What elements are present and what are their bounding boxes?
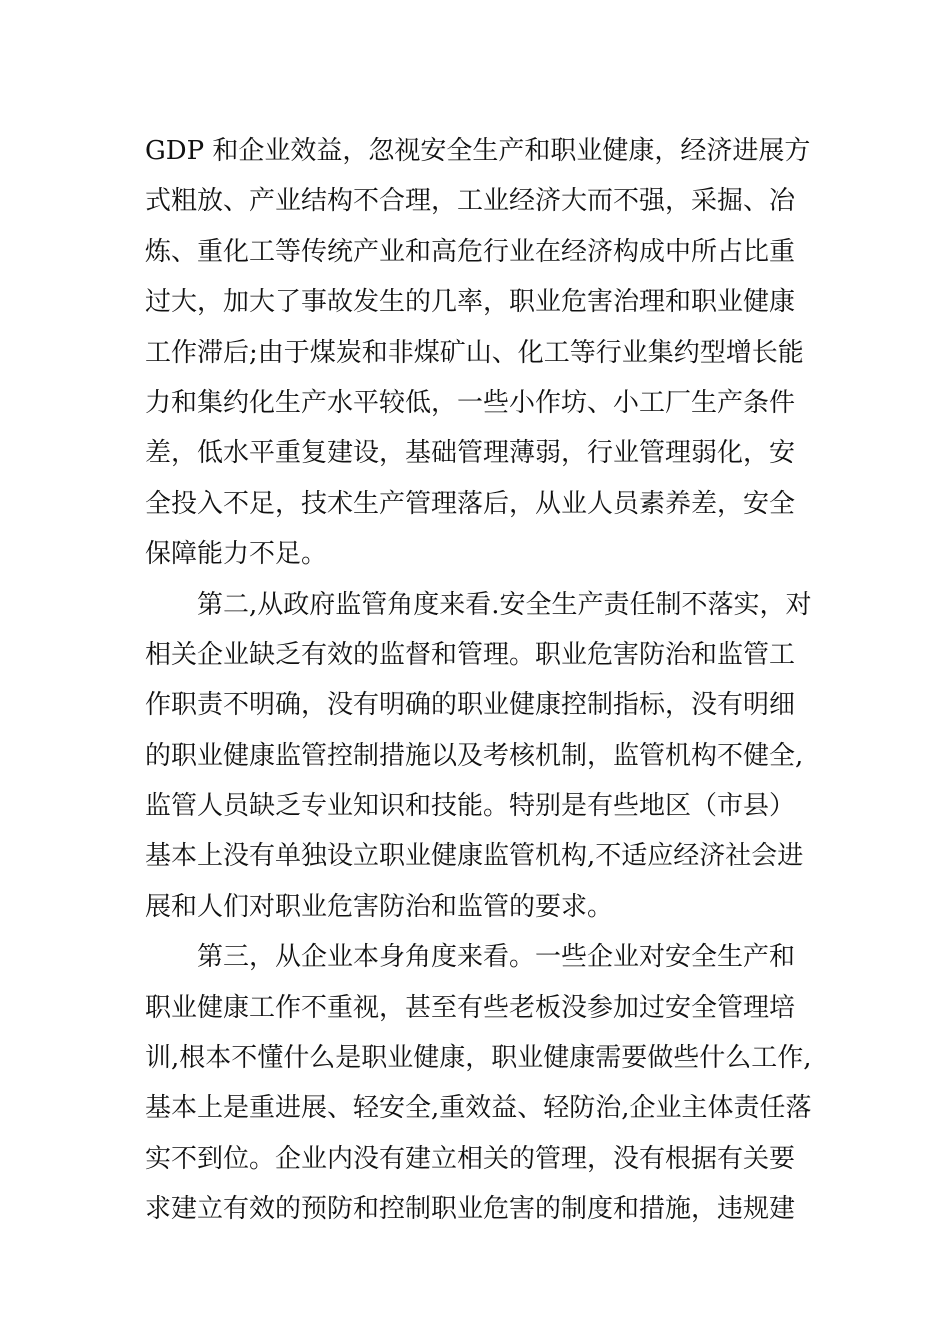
text-line: 过大，加大了事故发生的几率，职业危害治理和职业健康 (145, 287, 796, 318)
text-line: 基本上是重进展、轻安全,重效益、轻防治,企业主体责任落 (145, 1093, 812, 1124)
text-line: 式粗放、产业结构不合理，工业经济大而不强，采掘、冶 (145, 186, 796, 217)
text-line: 炼、重化工等传统产业和高危行业在经济构成中所占比重 (145, 236, 796, 267)
text-line: 作职责不明确，没有明确的职业健康控制指标，没有明细 (145, 690, 796, 721)
text-line: 的职业健康监管控制措施以及考核机制，监管机构不健全, (145, 740, 804, 771)
paragraph-1 (145, 126, 811, 580)
text-line: 差，低水平重复建设，基础管理薄弱，行业管理弱化，安 (145, 438, 796, 469)
text-line: 保障能力不足。 (145, 539, 328, 570)
text-line: 求建立有效的预防和控制职业危害的制度和措施，违规建 (145, 1194, 796, 1225)
text-line: 全投入不足，技术生产管理落后，从业人员素养差，安全 (145, 488, 796, 519)
text-line: 职业健康工作不重视，甚至有些老板没参加过安全管理培 (145, 992, 796, 1023)
document-body (145, 126, 812, 1235)
text-line: 实不到位。企业内没有建立相关的管理，没有根据有关要 (145, 1143, 796, 1174)
text-line: 工作滞后;由于煤炭和非煤矿山、化工等行业集约型增长能 (145, 337, 804, 368)
text-line: 力和集约化生产水平较低，一些小作坊、小工厂生产条件 (145, 387, 796, 418)
text-line: 第三，从企业本身角度来看。一些企业对安全生产和 (197, 942, 796, 973)
paragraph-3 (145, 932, 812, 1234)
text-line: GDP 和企业效益，忽视安全生产和职业健康，经济进展方 (145, 136, 811, 166)
text-line: 基本上没有单独设立职业健康监管机构,不适应经济社会进 (145, 841, 804, 872)
text-line: 监管人员缺乏专业知识和技能。特别是有些地区（市县） (145, 791, 796, 822)
text-line: 训,根本不懂什么是职业健康，职业健康需要做些什么工作, (145, 1043, 812, 1074)
text-line: 相关企业缺乏有效的监督和管理。职业危害防治和监管工 (145, 639, 796, 670)
paragraph-2 (145, 580, 812, 933)
text-line: 第二,从政府监管角度来看.安全生产责任制不落实，对 (197, 589, 812, 620)
text-line: 展和人们对职业危害防治和监管的要求。 (145, 891, 614, 922)
